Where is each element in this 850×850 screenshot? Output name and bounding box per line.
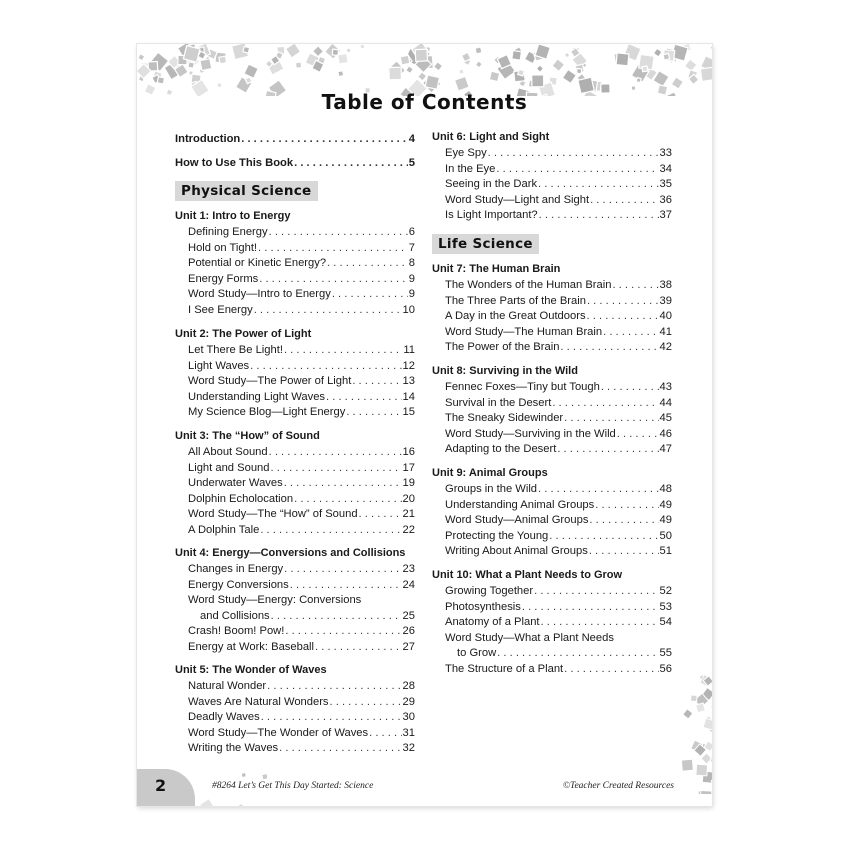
dot-leader	[557, 442, 658, 456]
confetti-square	[532, 75, 544, 87]
confetti-square	[338, 54, 348, 64]
confetti-square	[562, 69, 576, 83]
toc-entry[interactable]	[445, 631, 672, 645]
toc-entry[interactable]	[445, 662, 672, 676]
entry-page: 27	[402, 641, 415, 653]
entry-title: Groups in the Wild	[445, 483, 538, 495]
confetti-square	[518, 69, 525, 76]
entry-page: 31	[402, 726, 415, 739]
entry-page: 16	[402, 446, 415, 458]
toc-entry[interactable]	[457, 646, 672, 660]
entry-page: 42	[659, 341, 672, 354]
dot-leader	[617, 427, 659, 441]
confetti-square	[642, 66, 648, 72]
toc-entry[interactable]	[445, 208, 672, 222]
toc-entry[interactable]	[188, 695, 415, 709]
dot-leader	[284, 562, 401, 576]
entry-page: 24	[402, 578, 415, 591]
dot-leader	[564, 662, 658, 676]
entry-title: A Day in the Great Outdoors	[445, 310, 586, 323]
entry-page: 52	[659, 585, 672, 597]
confetti-square	[295, 62, 301, 68]
toc-entry[interactable]	[188, 405, 415, 419]
page-title: Table of Contents	[321, 90, 528, 114]
unit-title: Unit 7: The Human Brain	[432, 263, 561, 275]
entry-page: 47	[659, 443, 672, 456]
dot-leader	[271, 461, 402, 475]
dot-leader	[267, 679, 401, 693]
toc-entry[interactable]	[445, 340, 672, 354]
dot-leader	[603, 325, 658, 339]
confetti-square	[262, 773, 267, 779]
entry-page: 21	[402, 508, 415, 521]
entry-page: 13	[402, 375, 415, 388]
book-title-footer: #8264 Let’s Get This Day Started: Science	[212, 781, 374, 791]
confetti-square	[489, 71, 499, 81]
dot-leader	[258, 241, 408, 255]
entry-page: 43	[659, 381, 672, 393]
toc-entry[interactable]	[445, 278, 672, 292]
confetti-square	[454, 76, 469, 91]
confetti-square	[200, 799, 215, 806]
toc-entry[interactable]	[445, 482, 672, 496]
toc-entry[interactable]	[445, 600, 672, 614]
unit-title: Unit 3: The “How” of Sound	[175, 430, 320, 442]
dot-leader	[369, 726, 401, 740]
entry-page: 32	[402, 742, 415, 755]
dot-leader	[260, 523, 401, 537]
entry-page: 6	[408, 226, 415, 238]
entry-title: Word Study—The Power of Light	[188, 375, 352, 388]
entry-title: Eye Spy	[445, 147, 487, 159]
dot-leader	[290, 578, 402, 592]
entry-title: The Power of the Brain	[445, 341, 560, 354]
entry-page: 44	[659, 396, 672, 409]
toc-entry[interactable]	[445, 325, 672, 339]
entry-title: Word Study—The Wonder of Waves	[188, 726, 369, 739]
confetti-square	[564, 52, 569, 57]
confetti-square	[663, 54, 670, 61]
entry-page: 46	[659, 427, 672, 440]
entry-page: 33	[659, 147, 672, 159]
dot-leader	[269, 445, 402, 459]
entry-title: Let There Be Light!	[188, 344, 283, 356]
entry-page: 25	[402, 609, 415, 622]
entry-title: My Science Blog—Light Energy	[188, 406, 346, 419]
entry-page: 41	[659, 325, 672, 338]
toc-entry[interactable]	[188, 303, 415, 317]
dot-leader	[612, 278, 658, 292]
confetti-square	[188, 62, 195, 69]
entry-page: 55	[659, 647, 672, 660]
unit-title: Unit 8: Surviving in the Wild	[432, 365, 578, 377]
entry-title: Writing About Animal Groups	[445, 545, 588, 558]
dot-leader	[326, 390, 402, 404]
toc-entry[interactable]	[188, 287, 415, 301]
entry-title: Crash! Boom! Pow!	[188, 625, 285, 638]
entry-page: 7	[408, 241, 415, 254]
entry-title: Deadly Waves	[188, 711, 260, 724]
entry-page: 22	[402, 524, 415, 536]
dot-leader	[254, 303, 402, 317]
dot-leader	[315, 640, 402, 654]
toc-entry[interactable]	[175, 132, 415, 146]
dot-leader	[587, 294, 659, 308]
dot-leader	[327, 256, 408, 270]
entry-title: All About Sound	[188, 446, 268, 458]
dot-leader	[496, 162, 658, 176]
dot-leader	[294, 156, 408, 170]
entry-title: Energy at Work: Baseball	[188, 641, 315, 653]
toc-entry[interactable]	[445, 442, 672, 456]
entry-title: Word Study—Light and Sight	[445, 193, 590, 206]
entry-title: How to Use This Book	[175, 157, 294, 169]
toc-entry[interactable]	[188, 507, 415, 521]
entry-title: to Grow	[457, 647, 497, 660]
dot-leader	[332, 287, 408, 301]
entry-title: Dolphin Echolocation	[188, 492, 294, 505]
toc-entry[interactable]	[445, 513, 672, 527]
confetti-square	[241, 773, 246, 778]
dot-leader	[560, 340, 658, 354]
entry-page: 4	[408, 133, 415, 145]
entry-title: Photosynthesis	[445, 600, 521, 613]
confetti-square	[425, 75, 439, 89]
toc-entry[interactable]	[445, 177, 672, 191]
confetti-square	[512, 51, 522, 61]
entry-page: 50	[659, 529, 672, 542]
toc-entry[interactable]	[188, 492, 415, 506]
toc-entry[interactable]	[188, 741, 415, 755]
confetti-square	[681, 759, 693, 771]
dot-leader	[541, 615, 659, 629]
entry-page: 40	[659, 310, 672, 323]
entry-page: 35	[659, 178, 672, 191]
toc-entry[interactable]	[445, 427, 672, 441]
entry-page: 29	[402, 695, 415, 708]
entry-title: Natural Wonder	[188, 680, 267, 692]
toc-entry[interactable]	[188, 679, 415, 693]
toc-entry[interactable]	[188, 710, 415, 724]
dot-leader	[595, 498, 658, 512]
dot-leader	[294, 492, 401, 506]
entry-title: Word Study—Animal Groups	[445, 514, 589, 527]
confetti-square	[219, 56, 227, 64]
confetti-square	[475, 61, 482, 68]
entry-page: 5	[408, 157, 415, 169]
dot-leader	[522, 600, 659, 614]
toc-entry[interactable]	[445, 529, 672, 543]
confetti-square	[338, 71, 344, 77]
confetti-square	[552, 59, 565, 72]
toc-entry[interactable]	[188, 343, 415, 357]
dot-leader	[285, 624, 401, 638]
dot-leader	[284, 476, 402, 490]
unit-title: Unit 10: What a Plant Needs to Grow	[432, 569, 623, 581]
entry-title: Word Study—The “How” of Sound	[188, 508, 358, 521]
entry-title: Understanding Animal Groups	[445, 498, 595, 511]
entry-page: 56	[659, 663, 672, 675]
entry-page: 20	[402, 492, 415, 505]
entry-title: and Collisions	[200, 609, 270, 622]
entry-page: 37	[659, 209, 672, 222]
toc-entry[interactable]	[188, 390, 415, 404]
unit-title: Unit 6: Light and Sight	[432, 131, 550, 143]
entry-title: The Three Parts of the Brain	[445, 294, 586, 307]
toc-entry[interactable]	[188, 624, 415, 638]
unit-title: Unit 5: The Wonder of Waves	[175, 664, 327, 676]
entry-title: Energy Forms	[188, 272, 259, 285]
dot-leader	[271, 609, 402, 623]
entry-title: Word Study—What a Plant Needs	[445, 631, 614, 644]
entry-title: Light and Sound	[188, 461, 270, 474]
entry-page: 8	[408, 257, 415, 270]
toc-entry[interactable]	[188, 241, 415, 255]
toc-entry[interactable]	[188, 523, 415, 537]
toc-entry[interactable]	[445, 544, 672, 558]
entry-page: 36	[659, 193, 672, 206]
entry-title: In the Eye	[445, 162, 496, 175]
confetti-square	[671, 77, 683, 89]
toc-entry[interactable]	[200, 609, 415, 623]
confetti-square	[636, 78, 641, 83]
entry-page: 17	[402, 461, 415, 474]
entry-page: 51	[659, 545, 672, 558]
dot-leader	[534, 584, 658, 598]
dot-leader	[549, 529, 658, 543]
dot-leader	[279, 741, 401, 755]
dot-leader	[552, 396, 658, 410]
entry-title: The Structure of a Plant	[445, 663, 564, 675]
dot-leader	[589, 544, 659, 558]
entry-title: A Dolphin Tale	[188, 524, 260, 536]
dot-leader	[590, 193, 658, 207]
confetti-square	[418, 72, 427, 81]
unit-title: Unit 9: Animal Groups	[432, 467, 548, 479]
confetti-square	[244, 64, 258, 78]
toc-entry[interactable]	[188, 225, 415, 239]
toc-entry[interactable]	[188, 256, 415, 270]
entry-page: 38	[659, 279, 672, 291]
toc-entry[interactable]	[188, 445, 415, 459]
toc-entry[interactable]	[188, 476, 415, 490]
entry-title: The Sneaky Sidewinder	[445, 412, 564, 425]
copyright-footer: ©Teacher Created Resources	[562, 781, 674, 791]
confetti-square	[616, 53, 629, 66]
confetti-square	[243, 46, 250, 53]
confetti-square	[346, 48, 352, 54]
toc-entry[interactable]	[188, 461, 415, 475]
confetti-square	[710, 44, 712, 52]
entry-title: Adapting to the Desert	[445, 443, 557, 456]
entry-page: 19	[402, 477, 415, 490]
section-physical-science: Physical Science	[175, 181, 318, 201]
confetti-square	[691, 695, 697, 701]
entry-page: 30	[402, 711, 415, 724]
dot-leader	[352, 374, 401, 388]
entry-page: 15	[402, 406, 415, 419]
entry-title: Waves Are Natural Wonders	[188, 695, 329, 708]
confetti-square	[683, 709, 693, 719]
toc-entry[interactable]	[188, 593, 415, 607]
confetti-square	[157, 77, 164, 84]
entry-title: Hold on Tight!	[188, 241, 258, 254]
confetti-border-side	[677, 674, 712, 794]
toc-entry[interactable]	[445, 615, 672, 629]
toc-entry[interactable]	[188, 640, 415, 654]
unit-title: Unit 1: Intro to Energy	[175, 210, 291, 222]
entry-page: 45	[659, 412, 672, 425]
confetti-square	[696, 764, 708, 776]
confetti-square	[711, 779, 712, 785]
confetti-square	[536, 65, 543, 72]
entry-title: Is Light Important?	[445, 209, 538, 222]
toc-entry[interactable]	[188, 578, 415, 592]
confetti-square	[217, 82, 222, 87]
entry-title: Protecting the Young	[445, 529, 549, 542]
entry-page: 26	[402, 625, 415, 638]
entry-page: 34	[659, 162, 672, 175]
dot-leader	[359, 507, 402, 521]
section-life-science: Life Science	[432, 234, 539, 254]
toc-entry[interactable]	[445, 380, 672, 394]
entry-title: Anatomy of a Plant	[445, 616, 540, 629]
dot-leader	[538, 177, 659, 191]
entry-title: Changes in Energy	[188, 563, 284, 575]
entry-page: 10	[402, 304, 415, 316]
entry-page: 28	[402, 680, 415, 692]
page-number: 2	[155, 776, 167, 795]
entry-title: Word Study—Surviving in the Wild	[445, 427, 616, 440]
confetti-square	[183, 46, 200, 63]
dot-leader	[241, 132, 408, 146]
dot-leader	[589, 513, 658, 527]
confetti-square	[400, 55, 410, 65]
dot-leader	[587, 309, 659, 323]
dot-leader	[497, 646, 658, 660]
confetti-square	[653, 48, 662, 57]
entry-page: 12	[402, 359, 415, 372]
entry-title: Light Waves	[188, 359, 250, 372]
workbook-page	[137, 44, 712, 806]
entry-title: Understanding Light Waves	[188, 390, 326, 403]
toc-entry[interactable]	[188, 562, 415, 576]
confetti-border-top	[137, 44, 712, 96]
toc-entry[interactable]	[445, 396, 672, 410]
entry-page: 54	[659, 616, 672, 629]
entry-title: Seeing in the Dark	[445, 178, 538, 191]
toc-entry[interactable]	[445, 193, 672, 207]
toc-entry[interactable]	[445, 309, 672, 323]
entry-page: 49	[659, 514, 672, 527]
entry-page: 14	[402, 390, 415, 403]
entry-title: Word Study—The Human Brain	[445, 325, 603, 338]
entry-title: Writing the Waves	[188, 742, 279, 755]
toc-entry[interactable]	[445, 411, 672, 425]
dot-leader	[564, 411, 658, 425]
confetti-square	[138, 54, 145, 61]
unit-title: Unit 4: Energy—Conversions and Collisions	[175, 547, 406, 559]
entry-title: Underwater Waves	[188, 477, 283, 490]
dot-leader	[261, 710, 402, 724]
entry-page: 11	[403, 344, 415, 356]
confetti-square	[696, 703, 706, 713]
entry-title: Survival in the Desert	[445, 396, 552, 409]
toc-entry[interactable]	[445, 146, 672, 160]
entry-title: Potential or Kinetic Energy?	[188, 257, 327, 270]
entry-page: 39	[659, 294, 672, 307]
dot-leader	[330, 695, 402, 709]
dot-leader	[250, 359, 401, 373]
entry-title: Fennec Foxes—Tiny but Tough	[445, 381, 600, 393]
entry-page: 9	[408, 272, 415, 285]
entry-title: I See Energy	[188, 304, 253, 316]
confetti-square	[434, 62, 443, 71]
confetti-square	[389, 67, 401, 79]
entry-title: The Wonders of the Human Brain	[445, 279, 612, 291]
dot-leader	[539, 208, 659, 222]
toc-entry[interactable]	[175, 156, 415, 170]
confetti-square	[406, 66, 414, 74]
toc-entry[interactable]	[188, 359, 415, 373]
dot-leader	[488, 146, 659, 160]
toc-entry[interactable]	[188, 374, 415, 388]
confetti-square	[360, 44, 365, 49]
confetti-square	[459, 69, 464, 74]
dot-leader	[284, 343, 402, 357]
dot-leader	[269, 225, 408, 239]
confetti-square	[700, 67, 712, 81]
confetti-square	[415, 49, 427, 61]
confetti-square	[286, 44, 301, 58]
toc-entry[interactable]	[445, 584, 672, 598]
entry-title: Introduction	[175, 133, 241, 145]
entry-page: 49	[659, 498, 672, 511]
toc-entry[interactable]	[445, 294, 672, 308]
confetti-square	[475, 47, 482, 54]
entry-page: 48	[659, 483, 672, 495]
confetti-square	[700, 790, 712, 794]
dot-leader	[538, 482, 659, 496]
entry-page: 23	[402, 563, 415, 575]
toc-entry[interactable]	[445, 162, 672, 176]
confetti-square	[200, 59, 212, 71]
entry-title: Word Study—Energy: Conversions	[188, 594, 362, 607]
confetti-square	[576, 68, 582, 74]
dot-leader	[601, 380, 659, 394]
entry-title: Growing Together	[445, 585, 534, 597]
confetti-square	[238, 803, 244, 806]
entry-title: Word Study—Intro to Energy	[188, 288, 331, 301]
confetti-square	[711, 698, 712, 709]
entry-page: 9	[408, 288, 415, 301]
toc-entry[interactable]	[188, 726, 415, 740]
toc-entry[interactable]	[445, 498, 672, 512]
entry-page: 53	[659, 600, 672, 613]
unit-title: Unit 2: The Power of Light	[175, 328, 312, 340]
dot-leader	[346, 405, 401, 419]
entry-title: Defining Energy	[188, 226, 268, 238]
entry-title: Energy Conversions	[188, 578, 289, 591]
dot-leader	[259, 272, 408, 286]
toc-entry[interactable]	[188, 272, 415, 286]
